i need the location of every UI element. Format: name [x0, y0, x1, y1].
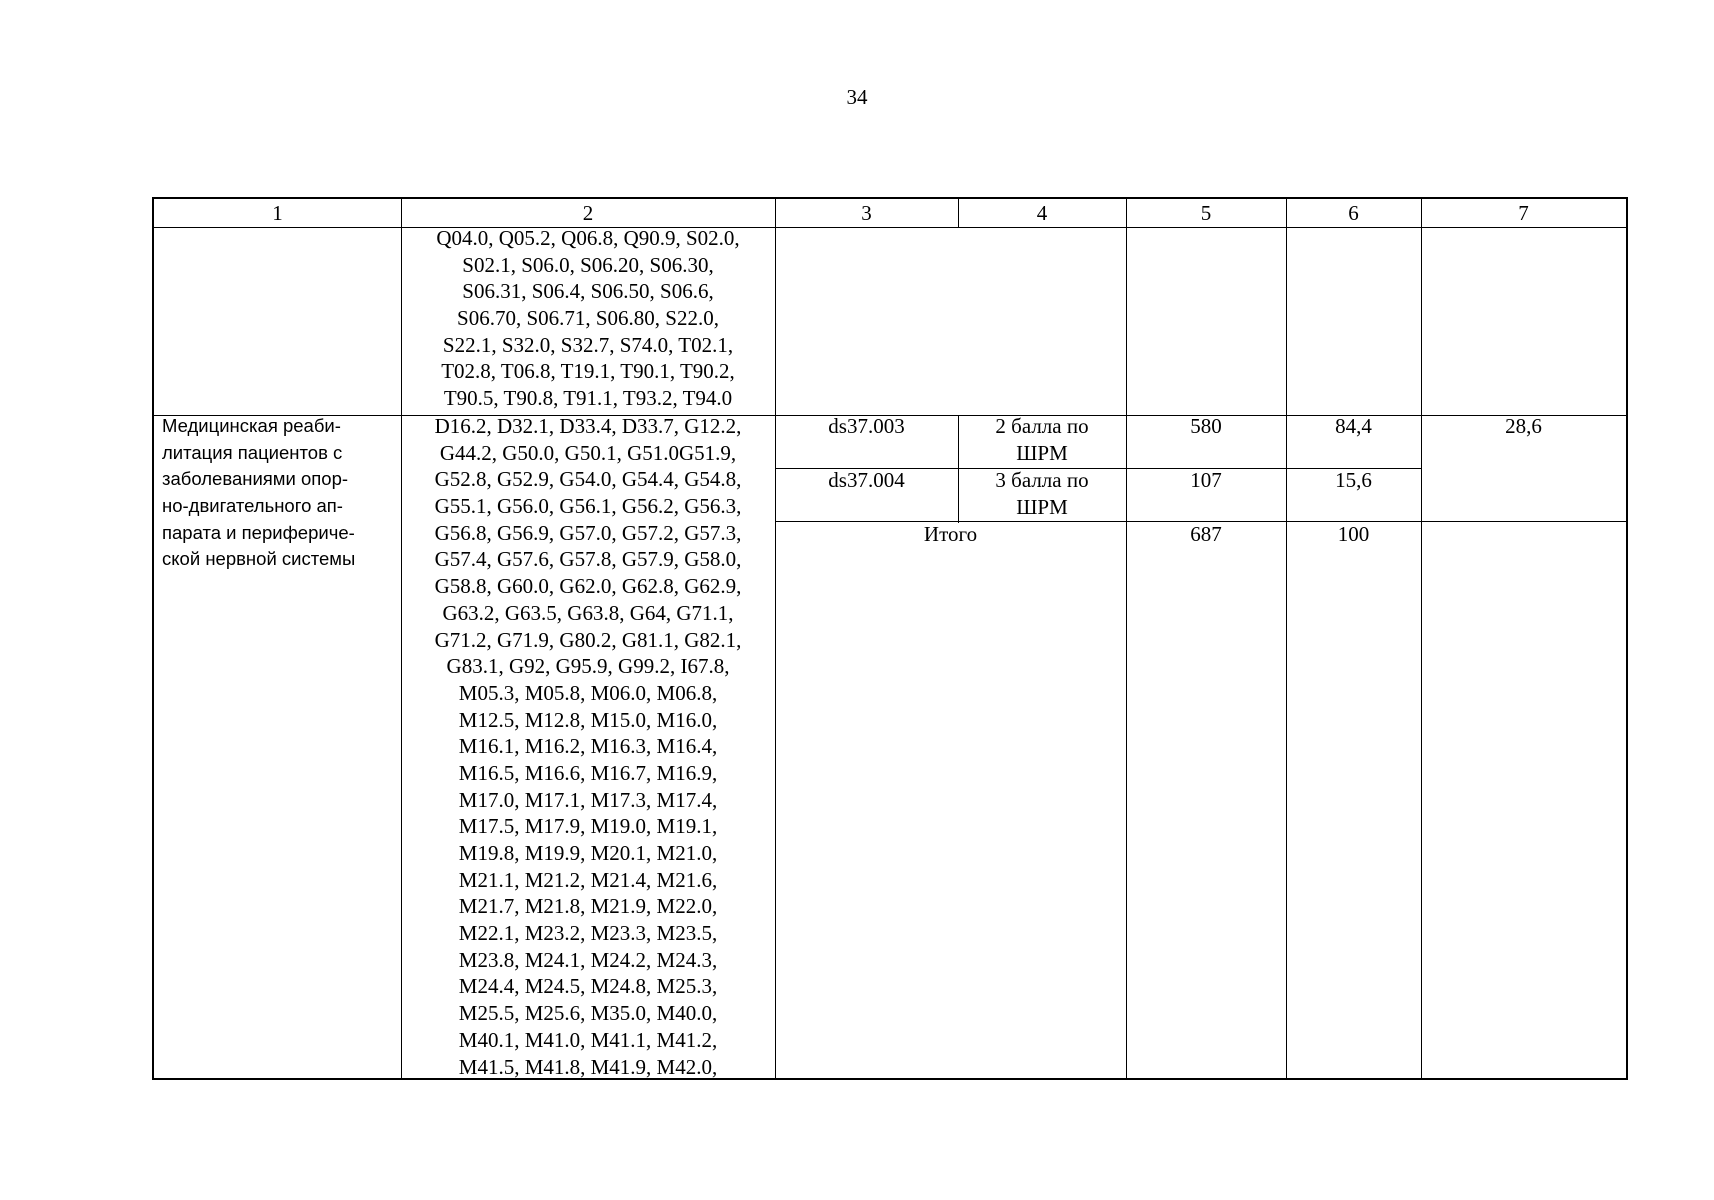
subrow1-code: ds37.003	[828, 414, 905, 438]
code-line: M16.5, M16.6, M16.7, M16.9,	[458, 760, 718, 785]
code-line: M25.5, M25.6, M35.0, M40.0,	[458, 1001, 718, 1026]
code-line: G57.4, G57.6, G57.8, G57.9, G58.0,	[434, 547, 742, 572]
code-line: M23.8, M24.1, M24.2, M24.3,	[458, 947, 718, 972]
description-line: заболеваниями опор-	[162, 468, 349, 490]
code-line: M24.4, M24.5, M24.8, M25.3,	[458, 974, 718, 999]
header-col-2: 2	[582, 201, 594, 225]
col-divider-6-7	[1421, 199, 1422, 1078]
criterion-line: 3 балла по	[995, 468, 1089, 492]
header-col-3: 3	[861, 201, 872, 225]
description-line: ской нервной системы	[162, 548, 356, 570]
code-line: G55.1, G56.0, G56.1, G56.2, G56.3,	[434, 494, 742, 519]
header-col-7: 7	[1518, 201, 1529, 225]
header-col-5: 5	[1200, 201, 1212, 225]
criterion-line: ШРМ	[1016, 440, 1068, 465]
code-line: G83.1, G92, G95.9, G99.2, I67.8,	[446, 654, 730, 679]
col-divider-2-3	[775, 199, 776, 1078]
total-label: Итого	[923, 522, 978, 546]
description-line: литация пациентов с	[162, 441, 343, 463]
code-line: M19.8, M19.9, M20.1, M21.0,	[458, 841, 718, 865]
code-line: G44.2, G50.0, G50.1, G51.0G51.9,	[439, 440, 737, 465]
code-line: S06.31, S06.4, S06.50, S06.6,	[462, 279, 714, 304]
code-line: G63.2, G63.5, G63.8, G64, G71.1,	[442, 600, 734, 625]
code-line: G58.8, G60.0, G62.0, G62.8, G62.9,	[434, 574, 742, 599]
code-line: M21.7, M21.8, M21.9, M22.0,	[458, 894, 718, 919]
code-line: S06.70, S06.71, S06.80, S22.0,	[457, 306, 719, 331]
criterion-line: 2 балла по	[995, 414, 1089, 438]
data-table	[152, 197, 1628, 1080]
code-line: M40.1, M41.0, M41.1, M41.2,	[458, 1027, 718, 1052]
subrow2-criterion	[958, 467, 1126, 520]
page-number: 34	[846, 85, 868, 109]
code-line: D16.2, D32.1, D33.4, D33.7, G12.2,	[434, 414, 742, 438]
code-line: M12.5, M12.8, M15.0, M16.0,	[458, 707, 718, 732]
row1-icd-codes	[401, 225, 775, 412]
subrow1-percent: 84,4	[1335, 414, 1372, 438]
col-divider-5-6	[1286, 199, 1287, 1078]
header-col-1: 1	[272, 201, 283, 225]
code-line: M41.5, M41.8, M41.9, M42.0,	[458, 1054, 718, 1079]
criterion-line: ШРМ	[1016, 494, 1068, 519]
subrow1-criterion	[958, 413, 1126, 466]
code-line: M22.1, M23.2, M23.3, M23.5,	[458, 921, 718, 946]
description-line: Медицинская реаби-	[162, 415, 341, 436]
row2-col7-value: 28,6	[1505, 414, 1542, 438]
code-line: T90.5, T90.8, T91.1, T93.2, T94.0	[443, 386, 733, 411]
col-divider-4-5	[1126, 199, 1127, 1078]
code-line: M17.5, M17.9, M19.0, M19.1,	[458, 814, 718, 839]
code-line: M05.3, M05.8, M06.0, M06.8,	[458, 680, 718, 705]
row2-profile-description	[162, 413, 398, 573]
code-line: S02.1, S06.0, S06.20, S06.30,	[462, 252, 714, 277]
code-line: G56.8, G56.9, G57.0, G57.2, G57.3,	[434, 520, 742, 545]
row2-icd-codes	[401, 413, 775, 1080]
header-col-6: 6	[1348, 201, 1359, 225]
code-line: M16.1, M16.2, M16.3, M16.4,	[458, 734, 718, 759]
subrow2-count: 107	[1190, 468, 1222, 492]
code-line: G71.2, G71.9, G80.2, G81.1, G82.1,	[434, 627, 742, 652]
code-line: T02.8, T06.8, T19.1, T90.1, T90.2,	[441, 359, 735, 384]
description-line: парата и перифериче-	[162, 521, 355, 543]
code-line: S22.1, S32.0, S32.7, S74.0, T02.1,	[442, 332, 734, 357]
code-line: M17.0, M17.1, M17.3, M17.4,	[458, 787, 718, 812]
subrow1-count: 580	[1190, 414, 1222, 438]
code-line: M21.1, M21.2, M21.4, M21.6,	[458, 867, 718, 892]
header-bottom-border	[154, 227, 1626, 228]
total-percent: 100	[1337, 522, 1370, 546]
code-line: G52.8, G52.9, G54.0, G54.4, G54.8,	[434, 467, 742, 492]
total-count: 687	[1190, 522, 1222, 546]
code-line: Q04.0, Q05.2, Q06.8, Q90.9, S02.0,	[436, 226, 740, 250]
description-line: но-двигательного ап-	[162, 495, 343, 517]
subrow2-code: ds37.004	[828, 468, 905, 492]
header-col-4: 4	[1036, 201, 1048, 225]
subrow2-percent: 15,6	[1335, 468, 1372, 492]
